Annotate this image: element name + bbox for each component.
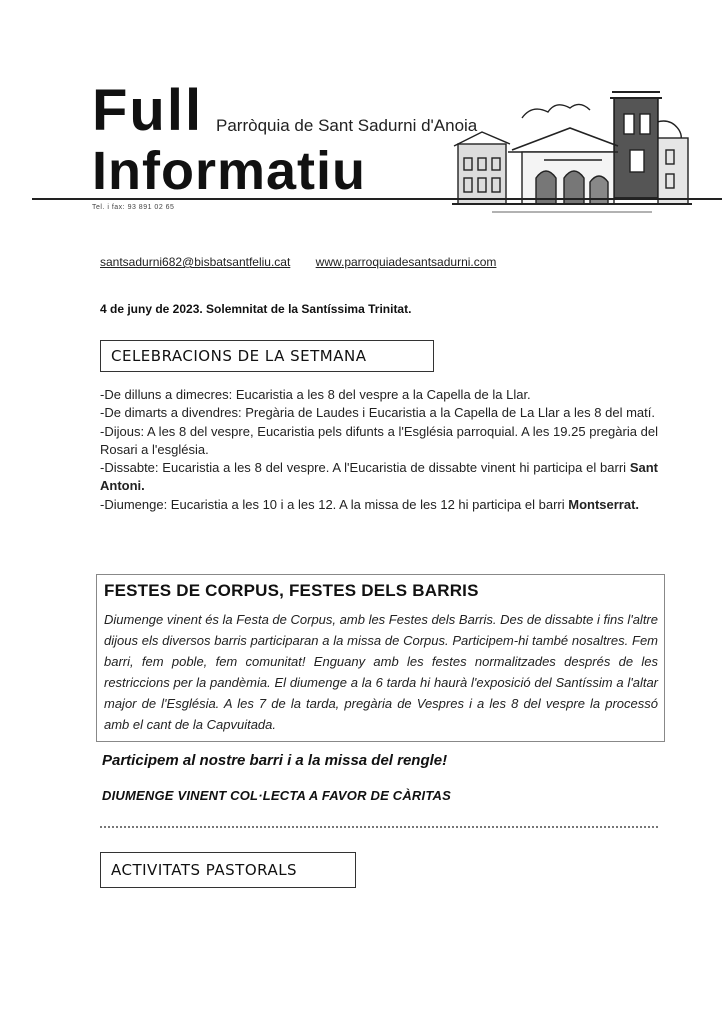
church-illustration	[452, 88, 692, 228]
schedule-text: -Dissabte: Eucaristia a les 8 del vespre. A l'Eucaristia de dissabte vinent hi participa el barri	[100, 460, 630, 476]
schedule-text: -De dimarts a divendres: Pregària de Laudes i Eucaristia a la Capella de La Llar a les 8 del matí.	[100, 405, 655, 421]
phone-fax: Tel. i fax: 93 891 02 65	[92, 204, 175, 211]
email-link[interactable]: santsadurni682@bisbatsantfeliu.cat	[100, 255, 291, 269]
schedule-item	[100, 386, 658, 404]
corpus-body: Diumenge vinent és la Festa de Corpus, amb les Festes dels Barris. Des de dissabte i fins l'altre dijous els diversos barris participaran a la missa de Corpus. Participem-hi també nosaltres. Fem barri, fem poble, fem comunitat! Enguany amb les festes normalitzades després de les restriccions per la pandèmia. El diumenge a la 6 tarda hi haurà l'exposició del Santíssim a l'altar major de l'Església. A les 7 de la tarda, pregària de Vespres i a les 8 del vespre la processó amb el cant de la Capvuitada.	[104, 612, 658, 732]
collection-notice: DIUMENGE VINENT COL·LECTA A FAVOR DE CÀRITAS	[102, 788, 451, 803]
schedule-bold: Montserrat.	[568, 496, 640, 512]
parish-name: Parròquia de Sant Sadurni d'Anoia	[216, 116, 478, 135]
celebrations-schedule	[100, 386, 658, 514]
corpus-heading: FESTES DE CORPUS, FESTES DELS BARRIS	[104, 581, 479, 600]
dotted-divider	[100, 826, 658, 828]
schedule-text: -Diumenge: Eucaristia a les 10 i a les 12. A la missa de les 12 hi participa el barri	[100, 496, 569, 512]
date-line: 4 de juny de 2023. Solemnitat de la Santíssima Trinitat.	[100, 302, 412, 316]
corpus-section	[96, 574, 665, 742]
header-divider	[32, 198, 722, 200]
schedule-item	[100, 423, 658, 460]
title-full: Full	[92, 78, 204, 143]
schedule-item	[100, 496, 658, 514]
title-informatiu: Informatiu	[92, 141, 366, 201]
schedule-bold: Sant Antoni.	[100, 460, 658, 494]
pastoral-heading: ACTIVITATS PASTORALS	[100, 852, 356, 888]
schedule-text: -Dijous: A les 8 del vespre, Eucaristia pels difunts a l'Església parroquial. A les 19.25 pregària del Rosari a l'església.	[100, 423, 658, 457]
schedule-item	[100, 404, 658, 422]
schedule-item	[100, 459, 658, 496]
celebrations-heading: CELEBRACIONS DE LA SETMANA	[100, 340, 434, 372]
schedule-text: -De dilluns a dimecres: Eucaristia a les 8 del vespre a la Capella de la Llar.	[100, 387, 531, 402]
contact-line	[100, 255, 496, 269]
website-link[interactable]: www.parroquiadesantsadurni.com	[315, 255, 497, 269]
slogan: Participem al nostre barri i a la missa del rengle!	[102, 752, 448, 769]
